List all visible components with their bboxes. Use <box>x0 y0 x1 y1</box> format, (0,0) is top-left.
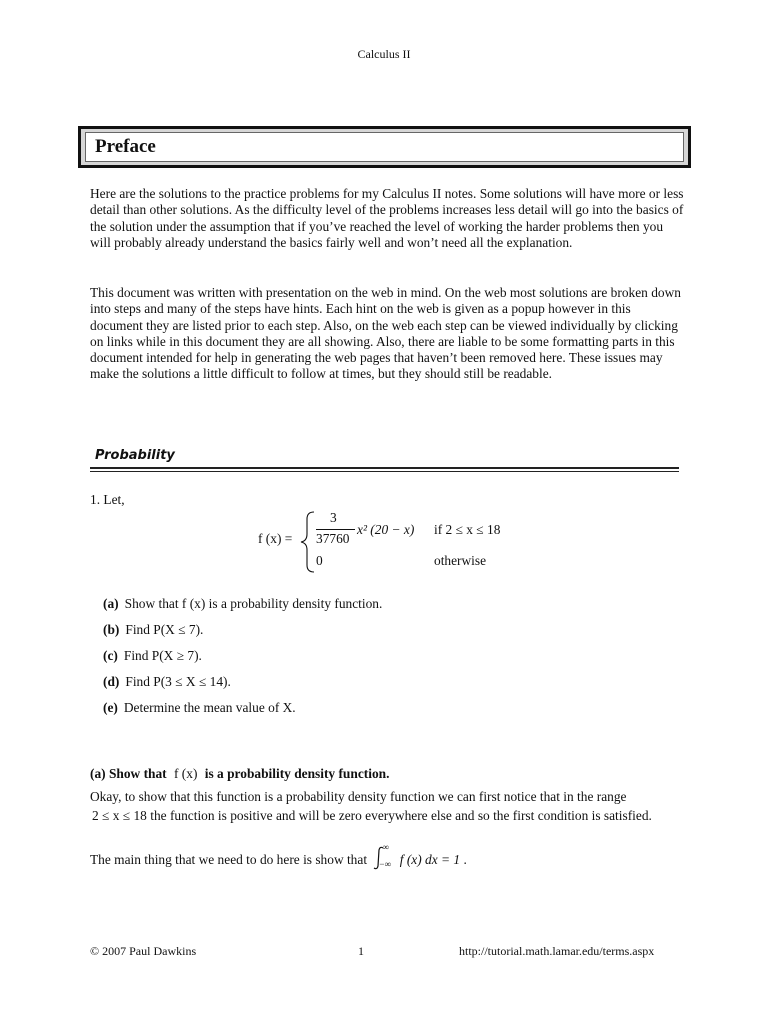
list-item <box>103 695 663 721</box>
solution-a-main-text: The main thing that we need to do here is show that <box>90 852 368 867</box>
solution-a-title-suffix: is a probability density function. <box>204 766 390 781</box>
preface-title-box <box>78 126 691 168</box>
solution-a-text <box>90 788 690 824</box>
footer-url[interactable]: http://tutorial.math.lamar.edu/terms.aspx <box>459 944 655 958</box>
solution-a-title <box>90 766 389 782</box>
section-title: Probability <box>95 448 175 463</box>
part-label: (e) <box>103 700 118 715</box>
integral-lower: −∞ <box>379 859 391 869</box>
preface-title: Preface <box>85 132 684 162</box>
part-text: Determine the mean value of X. <box>123 700 296 715</box>
fraction-bar <box>316 529 355 530</box>
fraction-denominator: 37760 <box>316 531 350 546</box>
function-expression: x² (20 − x) <box>357 522 415 537</box>
section-rule-thin <box>90 471 679 472</box>
function-condition-2: otherwise <box>434 553 487 568</box>
part-label: (b) <box>103 622 120 637</box>
solution-a-title-func: f (x) <box>174 766 198 781</box>
part-label: (c) <box>103 648 118 663</box>
part-text: Find P(X ≥ 7). <box>123 648 202 663</box>
sentence-end: . <box>463 852 467 867</box>
fraction-numerator: 3 <box>330 510 337 525</box>
part-label: (a) <box>103 596 119 611</box>
function-lhs: f (x) = <box>258 531 293 546</box>
left-brace-icon <box>258 510 318 574</box>
solution-a-title-prefix: (a) Show that <box>90 766 167 781</box>
list-item <box>103 643 663 669</box>
preface-paragraph-2: This document was written with presentation on the web in mind. On the web most solutions are broken down into steps and many of the steps have hints. Each hint on the web is given as a popup however in this document they are listed prior to each step. Also, on the web each step can be viewed individually by clicking on links while in this document they are all showing. Also, there are liable to be some formatting parts in this document intended for help in generating the web pages that haven’t been removed here. These issues may make the solutions a little difficult to follow at times, but they should still be readable. <box>90 285 681 382</box>
part-label: (d) <box>103 674 120 689</box>
list-item <box>103 591 663 617</box>
solution-a-line-1: Okay, to show that this function is a probability density function we can first notice that in the range <box>90 789 627 804</box>
footer-copyright: © 2007 Paul Dawkins <box>90 944 197 958</box>
integral-expression: f (x) dx = 1 <box>399 852 461 867</box>
solution-a-range: 2 ≤ x ≤ 18 <box>92 808 147 823</box>
list-item <box>103 617 663 643</box>
section-rule-thick <box>90 467 679 469</box>
problem-intro: 1. Let, <box>90 492 125 507</box>
solution-a-main <box>90 842 467 870</box>
part-text: Find P(X ≤ 7). <box>125 622 204 637</box>
list-item <box>103 669 663 695</box>
solution-a-line-2: the function is positive and will be zero everywhere else and so the first condition is satisfied. <box>150 808 652 823</box>
problem-parts-list <box>103 591 663 721</box>
function-value-2: 0 <box>316 553 323 568</box>
part-text: Find P(3 ≤ X ≤ 14). <box>125 674 231 689</box>
function-condition-1: if 2 ≤ x ≤ 18 <box>434 522 501 537</box>
preface-paragraph-1: Here are the solutions to the practice problems for my Calculus II notes. Some solutions will have more or less detail than other solutions. As the difficulty level of the problems increases less detail will go into the basics of the solution under the assumption that if you’ve reached the level of working the harder problems then you will probably already understand the basics fairly well and won’t need all the explanation. <box>90 186 684 250</box>
integral-symbol <box>370 842 396 870</box>
integral-upper: ∞ <box>382 842 389 852</box>
running-title: Calculus II <box>357 47 411 61</box>
part-text: Show that f (x) is a probability density function. <box>124 596 383 611</box>
footer-page-number: 1 <box>358 944 364 958</box>
